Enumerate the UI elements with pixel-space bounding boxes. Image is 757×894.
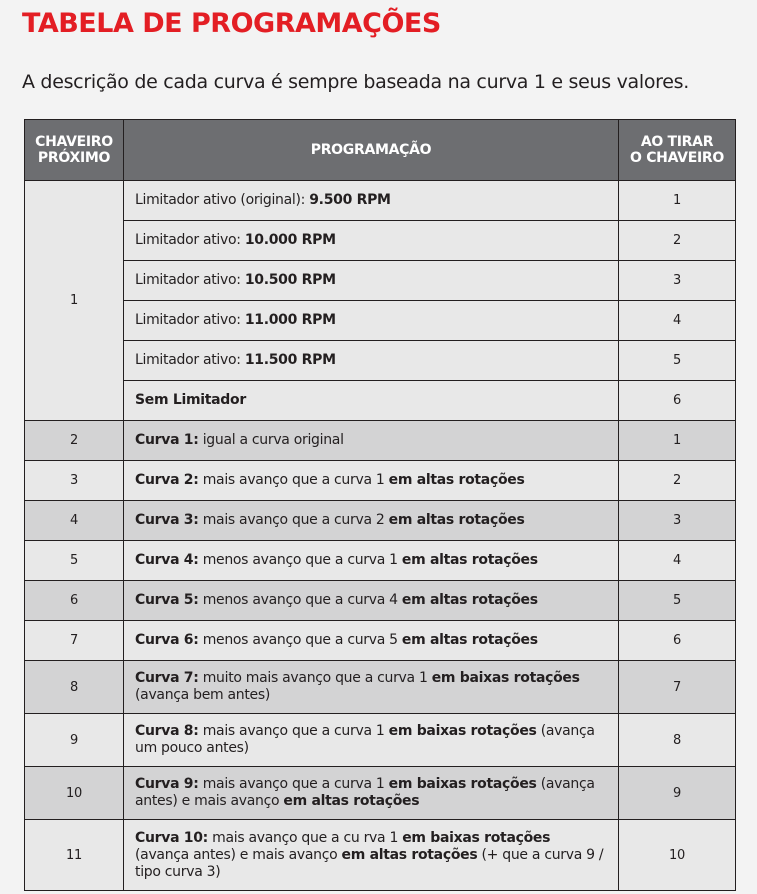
text: mais avanço que a curva 1 bbox=[198, 776, 389, 792]
table-row bbox=[25, 341, 736, 381]
ao-tirar-cell: 3 bbox=[619, 501, 736, 541]
ao-tirar-cell: 4 bbox=[619, 541, 736, 581]
programacao-cell bbox=[124, 381, 619, 421]
table-row bbox=[25, 541, 736, 581]
text: (avança antes) e mais avanço bbox=[135, 776, 595, 809]
bold-text: em altas rotações bbox=[283, 793, 420, 809]
ao-tirar-cell: 7 bbox=[619, 661, 736, 714]
programacao-cell bbox=[124, 714, 619, 767]
programacao-cell bbox=[124, 421, 619, 461]
bold-text: 9.500 RPM bbox=[309, 192, 391, 208]
bold-text: Curva 3: bbox=[135, 512, 199, 528]
chaveiro-cell: 5 bbox=[25, 541, 124, 581]
header-line: PRÓXIMO bbox=[37, 150, 111, 166]
ao-tirar-cell: 8 bbox=[619, 714, 736, 767]
table-row bbox=[25, 621, 736, 661]
bold-text: Curva 4: bbox=[135, 552, 199, 568]
chaveiro-cell: 3 bbox=[25, 461, 124, 501]
header-line: AO TIRAR bbox=[640, 134, 714, 150]
ao-tirar-cell: 5 bbox=[619, 581, 736, 621]
programacao-cell bbox=[124, 621, 619, 661]
header-programacao: PROGRAMAÇÃO bbox=[124, 120, 619, 181]
bold-text: Curva 9: bbox=[135, 776, 199, 792]
chaveiro-cell: 8 bbox=[25, 661, 124, 714]
text: mais avanço que a curva 1 bbox=[198, 723, 389, 739]
text: Limitador ativo: bbox=[135, 312, 245, 328]
bold-text: em baixas rotações bbox=[388, 776, 537, 792]
table-row bbox=[25, 501, 736, 541]
ao-tirar-cell: 6 bbox=[619, 621, 736, 661]
text: Limitador ativo: bbox=[135, 352, 245, 368]
bold-text: 10.500 RPM bbox=[244, 272, 336, 288]
table-row bbox=[25, 261, 736, 301]
bold-text: 11.500 RPM bbox=[244, 352, 336, 368]
text: mais avanço que a curva 1 bbox=[198, 472, 389, 488]
programacao-cell bbox=[124, 341, 619, 381]
ao-tirar-cell: 6 bbox=[619, 381, 736, 421]
table-row bbox=[25, 421, 736, 461]
text: muito mais avanço que a curva 1 bbox=[198, 670, 432, 686]
bold-text: Curva 8: bbox=[135, 723, 199, 739]
ao-tirar-cell: 1 bbox=[619, 181, 736, 221]
text: (avança antes) e mais avanço bbox=[135, 846, 342, 863]
programacao-cell bbox=[124, 501, 619, 541]
table-row bbox=[25, 181, 736, 221]
chaveiro-cell: 6 bbox=[25, 581, 124, 621]
page-subtitle: A descrição de cada curva é sempre baseada na curva 1 e seus valores. bbox=[22, 71, 690, 93]
programacao-cell bbox=[124, 221, 619, 261]
bold-text: em baixas rotações bbox=[388, 723, 537, 739]
chaveiro-cell: 10 bbox=[25, 767, 124, 820]
programacao-cell bbox=[124, 767, 619, 820]
chaveiro-cell: 7 bbox=[25, 621, 124, 661]
bold-text: Curva 7: bbox=[135, 670, 199, 686]
table-row bbox=[25, 661, 736, 714]
programacao-cell bbox=[124, 261, 619, 301]
bold-text: em altas rotações bbox=[388, 472, 525, 488]
chaveiro-cell: 4 bbox=[25, 501, 124, 541]
ao-tirar-cell: 2 bbox=[619, 221, 736, 261]
ao-tirar-cell: 2 bbox=[619, 461, 736, 501]
bold-text: em altas rotações bbox=[401, 552, 538, 568]
ao-tirar-cell: 9 bbox=[619, 767, 736, 820]
ao-tirar-cell: 1 bbox=[619, 421, 736, 461]
text: (avança bem antes) bbox=[135, 687, 271, 703]
table-row bbox=[25, 221, 736, 261]
bold-text: 10.000 RPM bbox=[244, 232, 336, 248]
text: Limitador ativo: bbox=[135, 272, 245, 288]
programacao-cell bbox=[124, 461, 619, 501]
text: igual a curva original bbox=[198, 432, 344, 448]
table-header-row bbox=[25, 120, 736, 181]
bold-text: Curva 1: bbox=[135, 432, 199, 448]
text: Limitador ativo: bbox=[135, 232, 245, 248]
bold-text: Sem Limitador bbox=[135, 392, 246, 408]
text: Limitador ativo (original): bbox=[135, 192, 310, 208]
table-row bbox=[25, 461, 736, 501]
programacao-cell bbox=[124, 820, 619, 891]
chaveiro-cell: 2 bbox=[25, 421, 124, 461]
bold-text: em baixas rotações bbox=[431, 670, 580, 686]
ao-tirar-cell: 10 bbox=[619, 820, 736, 891]
table-row bbox=[25, 581, 736, 621]
table-row bbox=[25, 381, 736, 421]
header-line: O CHAVEIRO bbox=[630, 150, 724, 166]
text: mais avanço que a cu rva 1 bbox=[207, 829, 403, 846]
text: menos avanço que a curva 5 bbox=[198, 632, 402, 648]
programacao-cell bbox=[124, 181, 619, 221]
header-ao-tirar bbox=[619, 120, 736, 181]
bold-text: Curva 10: bbox=[135, 829, 208, 846]
header-chaveiro-proximo bbox=[25, 120, 124, 181]
programming-table bbox=[24, 119, 736, 891]
ao-tirar-cell: 3 bbox=[619, 261, 736, 301]
bold-text: em altas rotações bbox=[401, 592, 538, 608]
chaveiro-cell: 1 bbox=[25, 181, 124, 421]
table-row bbox=[25, 301, 736, 341]
bold-text: Curva 2: bbox=[135, 472, 199, 488]
bold-text: em baixas rotações bbox=[402, 829, 551, 846]
programacao-cell bbox=[124, 301, 619, 341]
bold-text: em altas rotações bbox=[341, 846, 478, 863]
chaveiro-cell: 9 bbox=[25, 714, 124, 767]
ao-tirar-cell: 4 bbox=[619, 301, 736, 341]
text: (+ que a curva 9 / tipo curva 3) bbox=[135, 846, 604, 880]
page-title: TABELA DE PROGRAMAÇÕES bbox=[22, 8, 441, 39]
table-row bbox=[25, 714, 736, 767]
table-row bbox=[25, 820, 736, 891]
programacao-cell bbox=[124, 661, 619, 714]
ao-tirar-cell: 5 bbox=[619, 341, 736, 381]
table-row bbox=[25, 767, 736, 820]
text: mais avanço que a curva 2 bbox=[198, 512, 389, 528]
chaveiro-cell: 11 bbox=[25, 820, 124, 891]
programacao-cell bbox=[124, 541, 619, 581]
text: (avança um pouco antes) bbox=[135, 723, 595, 756]
programacao-cell bbox=[124, 581, 619, 621]
header-line: CHAVEIRO bbox=[35, 134, 113, 150]
bold-text: em altas rotações bbox=[401, 632, 538, 648]
text: menos avanço que a curva 4 bbox=[198, 592, 402, 608]
bold-text: 11.000 RPM bbox=[244, 312, 336, 328]
bold-text: Curva 6: bbox=[135, 632, 199, 648]
text: menos avanço que a curva 1 bbox=[198, 552, 402, 568]
bold-text: em altas rotações bbox=[388, 512, 525, 528]
bold-text: Curva 5: bbox=[135, 592, 199, 608]
